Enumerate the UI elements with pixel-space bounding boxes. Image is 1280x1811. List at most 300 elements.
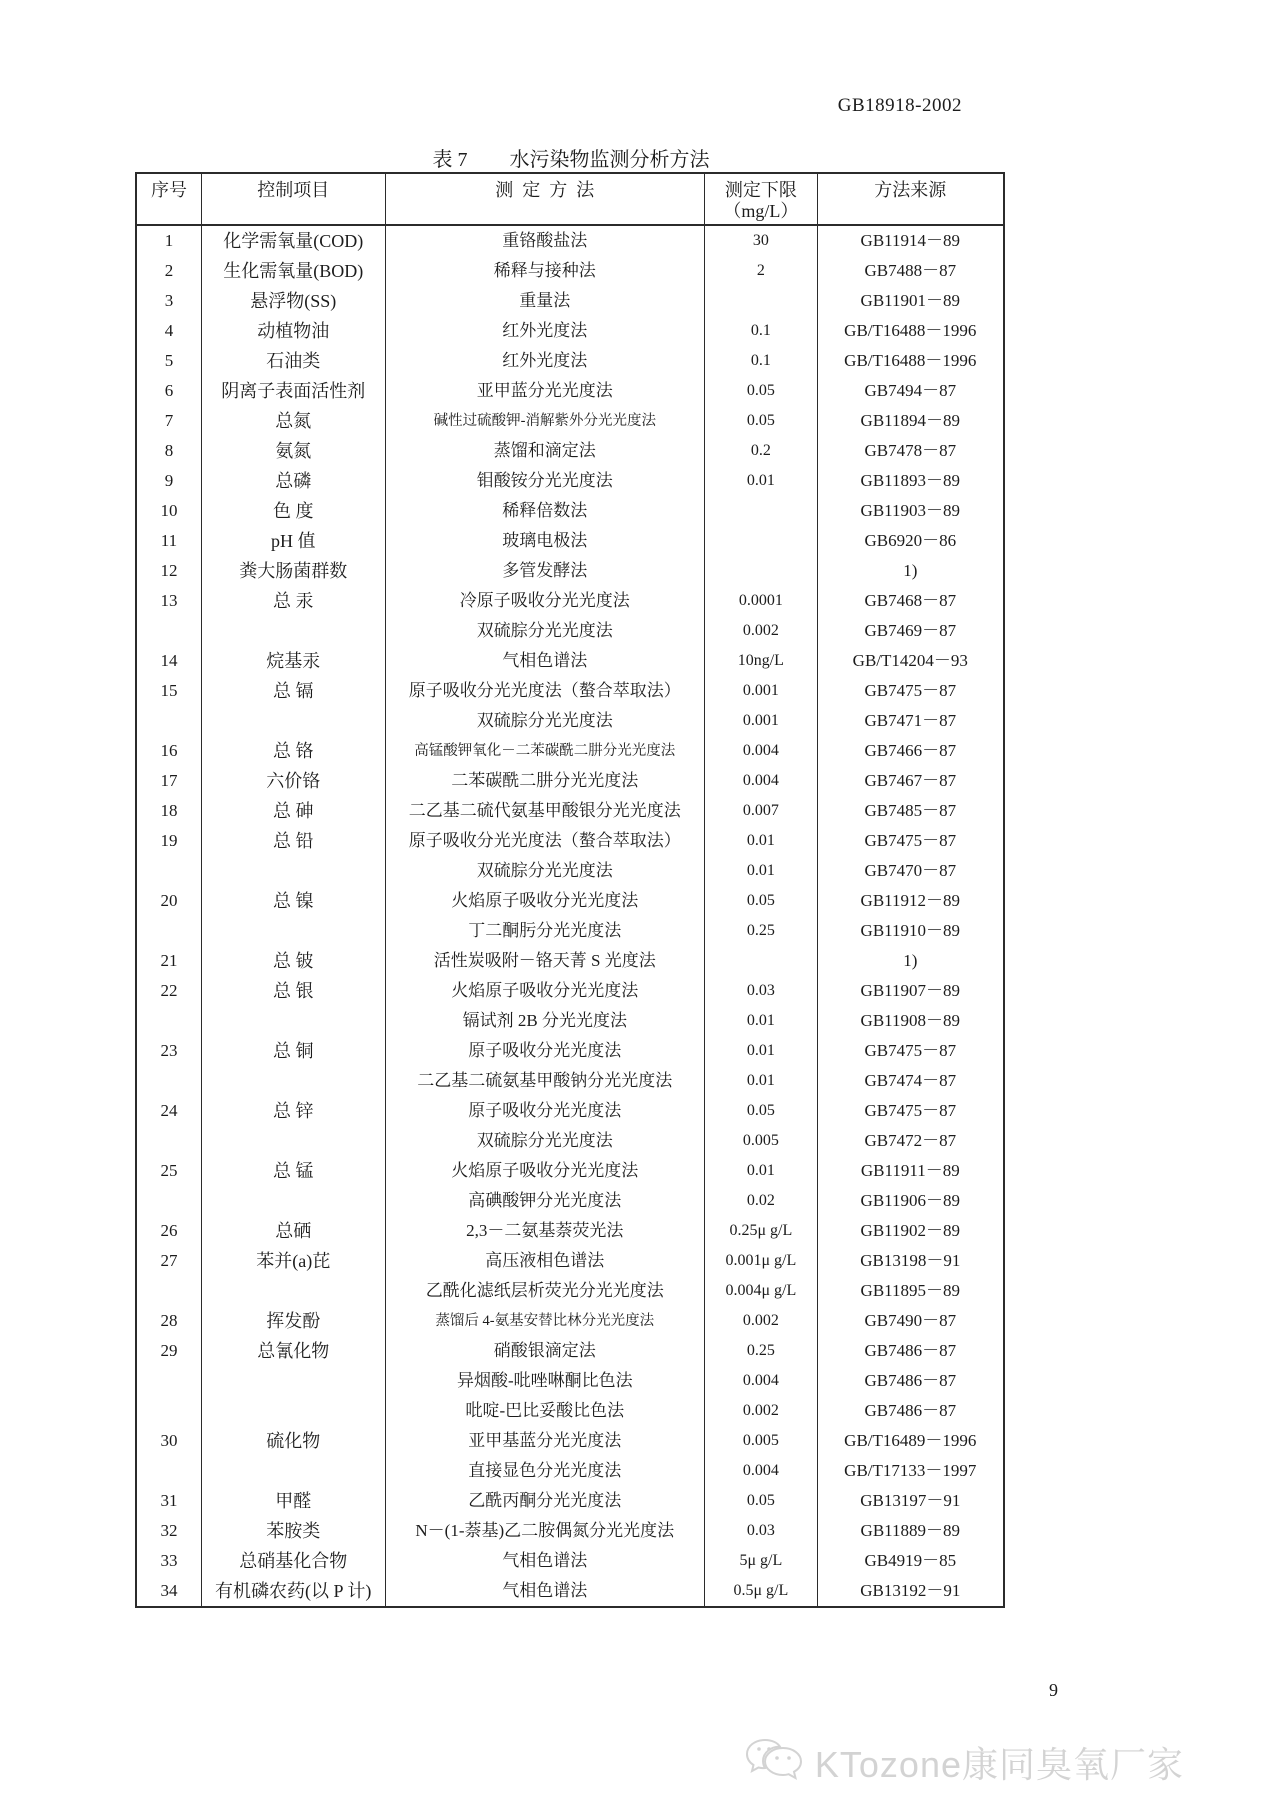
limit-value: 0.05 <box>746 382 775 399</box>
item-value: 有机磷农药(以 P 计) <box>215 1581 372 1601</box>
row-methods <box>386 1156 706 1216</box>
row-limits <box>705 736 818 766</box>
limit-value: 30 <box>752 232 769 249</box>
table-row <box>137 1486 1003 1516</box>
row-item <box>202 526 386 556</box>
row-sources <box>818 466 1003 496</box>
method-value: 活性炭吸附－铬天菁 S 光度法 <box>433 951 656 970</box>
method-value: 稀释倍数法 <box>502 501 588 520</box>
row-sources <box>818 1516 1003 1546</box>
row-seq <box>137 946 202 976</box>
method-value: 火焰原子吸收分光光度法 <box>451 891 639 910</box>
row-item <box>202 1336 386 1426</box>
row-sources <box>818 1306 1003 1336</box>
row-item <box>202 886 386 946</box>
limit-value: 0.0001 <box>738 592 783 609</box>
limit-value: 0.1 <box>750 352 771 369</box>
table-title: 水污染物监测分析方法 <box>509 149 710 171</box>
row-limits <box>705 1516 818 1546</box>
table-row <box>137 466 1003 496</box>
source-value: GB/T16488－1996 <box>844 321 977 340</box>
source-value: GB11908－89 <box>860 1011 961 1030</box>
source-value: GB7468－87 <box>864 591 957 610</box>
row-sources <box>818 1546 1003 1576</box>
source-value: GB11903－89 <box>860 501 961 520</box>
row-methods <box>386 586 706 646</box>
item-value: 总 锰 <box>272 1161 314 1181</box>
table-row <box>137 946 1003 976</box>
seq-value: 33 <box>160 1551 178 1570</box>
seq-value: 9 <box>164 471 174 490</box>
row-limits <box>705 466 818 496</box>
row-limits <box>705 256 818 286</box>
seq-value: 18 <box>160 801 178 820</box>
table-row <box>137 1216 1003 1246</box>
row-seq <box>137 1426 202 1486</box>
row-methods <box>386 436 706 466</box>
row-sources <box>818 1246 1003 1306</box>
seq-value: 5 <box>164 351 174 370</box>
row-item <box>202 1486 386 1516</box>
row-sources <box>818 406 1003 436</box>
row-seq <box>137 676 202 736</box>
row-sources <box>818 946 1003 976</box>
source-value: GB11894－89 <box>860 411 961 430</box>
row-limits <box>705 1546 818 1576</box>
limit-value: 0.05 <box>746 1492 775 1509</box>
table-row <box>137 226 1003 256</box>
limit-value: 0.002 <box>742 1402 779 1419</box>
seq-value: 10 <box>160 501 178 520</box>
row-sources <box>818 1426 1003 1486</box>
limit-value: 0.25 <box>746 922 775 939</box>
row-sources <box>818 1156 1003 1216</box>
source-value: GB7486－87 <box>864 1341 957 1360</box>
watermark-text: KTozone康同臭氧厂家 <box>814 1743 1184 1785</box>
source-value: GB7474－87 <box>864 1071 957 1090</box>
method-value: 2,3－二氨基萘荧光法 <box>466 1221 624 1240</box>
header-limit-line1: 测定下限 <box>724 180 797 200</box>
row-item <box>202 1546 386 1576</box>
row-sources <box>818 766 1003 796</box>
seq-value: 26 <box>160 1221 178 1240</box>
row-sources <box>818 1486 1003 1516</box>
table-row <box>137 436 1003 466</box>
row-item <box>202 736 386 766</box>
seq-value: 2 <box>164 261 174 280</box>
item-value: 石油类 <box>266 351 321 371</box>
source-value: GB7470－87 <box>864 861 957 880</box>
row-methods <box>386 556 706 586</box>
source-value: GB11910－89 <box>860 921 961 940</box>
limit-value <box>705 286 817 316</box>
limit-value: 0.01 <box>746 1012 775 1029</box>
item-value: pH 值 <box>270 531 316 551</box>
row-seq <box>137 226 202 256</box>
row-limits <box>705 226 818 256</box>
row-item <box>202 946 386 976</box>
method-value: 二乙基二硫代氨基甲酸银分光光度法 <box>408 801 681 820</box>
row-methods <box>386 256 706 286</box>
method-value: 二乙基二硫氨基甲酸钠分光光度法 <box>417 1071 673 1090</box>
method-value: 硝酸银滴定法 <box>493 1341 596 1360</box>
method-value: 乙酰化滤纸层析荧光分光光度法 <box>425 1281 664 1300</box>
row-item <box>202 1516 386 1546</box>
row-limits <box>705 526 818 556</box>
limit-value: 0.004 <box>742 1372 779 1389</box>
limit-value: 0.01 <box>746 1162 775 1179</box>
row-limits <box>705 1216 818 1246</box>
row-item <box>202 1306 386 1336</box>
item-value: 总氰化物 <box>257 1341 330 1361</box>
limit-value: 10ng/L <box>737 652 784 669</box>
item-value: 氨氮 <box>275 441 312 461</box>
seq-value: 11 <box>160 531 178 550</box>
source-value: GB7478－87 <box>864 441 957 460</box>
row-methods <box>386 826 706 886</box>
item-value: 硫化物 <box>266 1431 321 1451</box>
row-seq <box>137 1216 202 1246</box>
method-value: 火焰原子吸收分光光度法 <box>451 981 639 1000</box>
row-sources <box>818 346 1003 376</box>
row-sources <box>818 676 1003 736</box>
table-row <box>137 1576 1003 1606</box>
analysis-methods-table <box>135 172 1005 1608</box>
row-item <box>202 646 386 676</box>
source-value: GB/T16489－1996 <box>844 1431 977 1450</box>
row-sources <box>818 736 1003 766</box>
row-seq <box>137 1036 202 1096</box>
row-sources <box>818 526 1003 556</box>
seq-value: 31 <box>160 1491 178 1510</box>
limit-value: 0.004 <box>742 1462 779 1479</box>
row-methods <box>386 646 706 676</box>
item-value: 甲醛 <box>275 1491 312 1511</box>
seq-value: 17 <box>160 771 178 790</box>
row-limits <box>705 1306 818 1336</box>
row-methods <box>386 1426 706 1486</box>
item-value: 悬浮物(SS) <box>250 291 337 311</box>
row-seq <box>137 436 202 466</box>
source-value: GB11901－89 <box>860 291 961 310</box>
row-sources <box>818 226 1003 256</box>
table-row <box>137 1546 1003 1576</box>
row-item <box>202 1216 386 1246</box>
item-value: 苯并(a)芘 <box>256 1251 331 1271</box>
method-value: 双硫腙分光光度法 <box>476 621 613 640</box>
seq-value: 21 <box>160 951 178 970</box>
row-sources <box>818 1576 1003 1606</box>
method-value: 火焰原子吸收分光光度法 <box>451 1161 639 1180</box>
row-seq <box>137 466 202 496</box>
limit-value: 0.05 <box>746 892 775 909</box>
method-value: 高锰酸钾氧化－二苯碳酰二肼分光光度法 <box>414 743 676 759</box>
item-value: 六价铬 <box>266 771 321 791</box>
row-sources <box>818 886 1003 946</box>
source-value: GB7475－87 <box>864 831 957 850</box>
method-value: 双硫腙分光光度法 <box>476 711 613 730</box>
limit-value: 0.01 <box>746 832 775 849</box>
item-value: 总 锌 <box>272 1101 314 1121</box>
row-methods <box>386 1216 706 1246</box>
row-methods <box>386 886 706 946</box>
row-sources <box>818 316 1003 346</box>
table-row <box>137 1036 1003 1096</box>
row-limits <box>705 1036 818 1096</box>
limit-value <box>705 496 817 526</box>
row-item <box>202 1156 386 1216</box>
standard-code: GB18918-2002 <box>837 95 962 116</box>
row-item <box>202 436 386 466</box>
table-row <box>137 556 1003 586</box>
table-row <box>137 376 1003 406</box>
limit-value: 0.01 <box>746 472 775 489</box>
method-value: 亚甲基蓝分光光度法 <box>468 1431 622 1450</box>
method-value: 原子吸收分光光度法 <box>468 1101 622 1120</box>
seq-value: 22 <box>160 981 178 1000</box>
limit-value: 0.05 <box>746 412 775 429</box>
table-row <box>137 886 1003 946</box>
row-seq <box>137 586 202 646</box>
table-row <box>137 586 1003 646</box>
source-value: GB6920－86 <box>864 531 957 550</box>
row-item <box>202 1426 386 1486</box>
method-value: 双硫腙分光光度法 <box>476 1131 613 1150</box>
row-seq <box>137 346 202 376</box>
row-item <box>202 466 386 496</box>
seq-value: 8 <box>164 441 174 460</box>
source-value: GB11906－89 <box>860 1191 961 1210</box>
limit-value <box>705 946 817 976</box>
item-value: 总 砷 <box>272 801 314 821</box>
row-limits <box>705 1246 818 1306</box>
limit-value: 0.25 <box>746 1342 775 1359</box>
seq-value: 25 <box>160 1161 178 1180</box>
row-seq <box>137 376 202 406</box>
row-limits <box>705 556 818 586</box>
row-seq <box>137 886 202 946</box>
method-value: 原子吸收分光光度法（螯合萃取法） <box>408 681 681 700</box>
limit-value: 0.004 <box>742 772 779 789</box>
row-item <box>202 256 386 286</box>
row-seq <box>137 1546 202 1576</box>
seq-value: 32 <box>160 1521 178 1540</box>
row-seq <box>137 1156 202 1216</box>
table-row <box>137 736 1003 766</box>
table-row <box>137 286 1003 316</box>
item-value: 色 度 <box>272 501 314 521</box>
row-seq <box>137 256 202 286</box>
method-value: 稀释与接种法 <box>493 261 596 280</box>
seq-value: 29 <box>160 1341 178 1360</box>
row-item <box>202 376 386 406</box>
seq-value: 34 <box>160 1581 178 1600</box>
seq-value: 20 <box>160 891 178 910</box>
row-limits <box>705 646 818 676</box>
method-value: 异烟酸-吡唑啉酮比色法 <box>456 1371 633 1390</box>
header-limit-line2: （mg/L） <box>723 201 799 221</box>
table-body <box>137 226 1003 1606</box>
source-value: GB13192－91 <box>860 1581 961 1600</box>
item-value: 烷基汞 <box>266 651 321 671</box>
row-seq <box>137 976 202 1036</box>
row-seq <box>137 316 202 346</box>
row-seq <box>137 1246 202 1306</box>
method-value: 红外光度法 <box>502 351 588 370</box>
row-methods <box>386 376 706 406</box>
limit-value: 0.005 <box>742 1132 779 1149</box>
limit-value: 0.5μ g/L <box>733 1582 789 1599</box>
row-item <box>202 796 386 826</box>
item-value: 阴离子表面活性剂 <box>221 381 366 401</box>
row-limits <box>705 676 818 736</box>
method-value: 高碘酸钾分光光度法 <box>468 1191 622 1210</box>
row-seq <box>137 1096 202 1156</box>
limit-value: 0.1 <box>750 322 771 339</box>
row-methods <box>386 1546 706 1576</box>
limit-value: 0.03 <box>746 982 775 999</box>
seq-value: 23 <box>160 1041 178 1060</box>
row-limits <box>705 1576 818 1606</box>
source-value: GB11914－89 <box>860 231 961 250</box>
row-methods <box>386 1096 706 1156</box>
row-limits <box>705 376 818 406</box>
header-limit <box>705 174 818 224</box>
table-row <box>137 256 1003 286</box>
row-methods <box>386 1576 706 1606</box>
method-value: 蒸馏和滴定法 <box>493 441 596 460</box>
row-sources <box>818 286 1003 316</box>
row-methods <box>386 766 706 796</box>
method-value: 镉试剂 2B 分光光度法 <box>462 1011 627 1030</box>
method-value: 冷原子吸收分光光度法 <box>459 591 630 610</box>
limit-value <box>705 526 817 556</box>
row-sources <box>818 826 1003 886</box>
item-value: 总氮 <box>275 411 312 431</box>
source-value: GB7467－87 <box>864 771 957 790</box>
item-value: 总硒 <box>275 1221 312 1241</box>
row-seq <box>137 646 202 676</box>
row-methods <box>386 1336 706 1426</box>
method-value: 多管发酵法 <box>502 561 588 580</box>
table-row <box>137 796 1003 826</box>
item-value: 挥发酚 <box>266 1311 321 1331</box>
row-sources <box>818 556 1003 586</box>
row-sources <box>818 796 1003 826</box>
method-value: 气相色谱法 <box>502 1551 588 1570</box>
method-value: 玻璃电极法 <box>502 531 588 550</box>
row-seq <box>137 526 202 556</box>
row-limits <box>705 1486 818 1516</box>
seq-value: 28 <box>160 1311 178 1330</box>
row-methods <box>386 1306 706 1336</box>
item-value: 生化需氧量(BOD) <box>223 261 364 281</box>
row-item <box>202 556 386 586</box>
method-value: 钼酸铵分光光度法 <box>476 471 613 490</box>
method-value: 重量法 <box>519 291 571 310</box>
row-limits <box>705 976 818 1036</box>
source-value: GB4919－85 <box>864 1551 957 1570</box>
source-value: GB11895－89 <box>860 1281 961 1300</box>
source-value: GB7494－87 <box>864 381 957 400</box>
watermark <box>743 1736 1184 1788</box>
row-limits <box>705 316 818 346</box>
row-seq <box>137 1306 202 1336</box>
row-methods <box>386 316 706 346</box>
method-value: 吡啶-巴比妥酸比色法 <box>465 1401 625 1420</box>
method-value: 亚甲蓝分光光度法 <box>476 381 613 400</box>
limit-value: 0.005 <box>742 1432 779 1449</box>
seq-value: 27 <box>160 1251 178 1270</box>
seq-value: 3 <box>164 291 174 310</box>
seq-value: 13 <box>160 591 178 610</box>
row-limits <box>705 586 818 646</box>
row-limits <box>705 346 818 376</box>
table-row <box>137 1516 1003 1546</box>
method-value: 红外光度法 <box>502 321 588 340</box>
row-limits <box>705 946 818 976</box>
row-methods <box>386 286 706 316</box>
limit-value: 0.001 <box>742 682 779 699</box>
limit-value: 0.01 <box>746 862 775 879</box>
row-methods <box>386 1486 706 1516</box>
row-seq <box>137 766 202 796</box>
seq-value: 24 <box>160 1101 178 1120</box>
source-value: GB/T16488－1996 <box>844 351 977 370</box>
row-item <box>202 1096 386 1156</box>
item-value: 总 铍 <box>272 951 314 971</box>
limit-value <box>705 556 817 586</box>
row-item <box>202 1576 386 1606</box>
row-limits <box>705 496 818 526</box>
source-value: GB7472－87 <box>864 1131 957 1150</box>
row-item <box>202 406 386 436</box>
row-sources <box>818 1336 1003 1426</box>
seq-value: 7 <box>164 411 174 430</box>
seq-value: 4 <box>164 321 174 340</box>
method-value: 二苯碳酰二肼分光光度法 <box>451 771 639 790</box>
page-number: 9 <box>1049 1680 1058 1700</box>
source-value: GB7485－87 <box>864 801 957 820</box>
row-item <box>202 346 386 376</box>
source-value: GB7466－87 <box>864 741 957 760</box>
row-sources <box>818 256 1003 286</box>
source-value: GB7475－87 <box>864 1041 957 1060</box>
table-row <box>137 1306 1003 1336</box>
seq-value: 14 <box>160 651 178 670</box>
limit-value: 0.01 <box>746 1072 775 1089</box>
row-limits <box>705 1156 818 1216</box>
row-sources <box>818 376 1003 406</box>
table-row <box>137 1426 1003 1486</box>
source-value: GB11907－89 <box>860 981 961 1000</box>
row-item <box>202 316 386 346</box>
table-row <box>137 526 1003 556</box>
row-limits <box>705 826 818 886</box>
limit-value: 0.001μ g/L <box>725 1252 797 1269</box>
row-limits <box>705 796 818 826</box>
item-value: 动植物油 <box>257 321 330 341</box>
limit-value: 0.004 <box>742 742 779 759</box>
row-limits <box>705 436 818 466</box>
table-row <box>137 676 1003 736</box>
source-value: GB11912－89 <box>860 891 961 910</box>
item-value: 总 铬 <box>272 741 314 761</box>
row-seq <box>137 1576 202 1606</box>
source-value: GB11902－89 <box>860 1221 961 1240</box>
source-value: GB7475－87 <box>864 1101 957 1120</box>
header-item: 控制项目 <box>202 174 386 224</box>
